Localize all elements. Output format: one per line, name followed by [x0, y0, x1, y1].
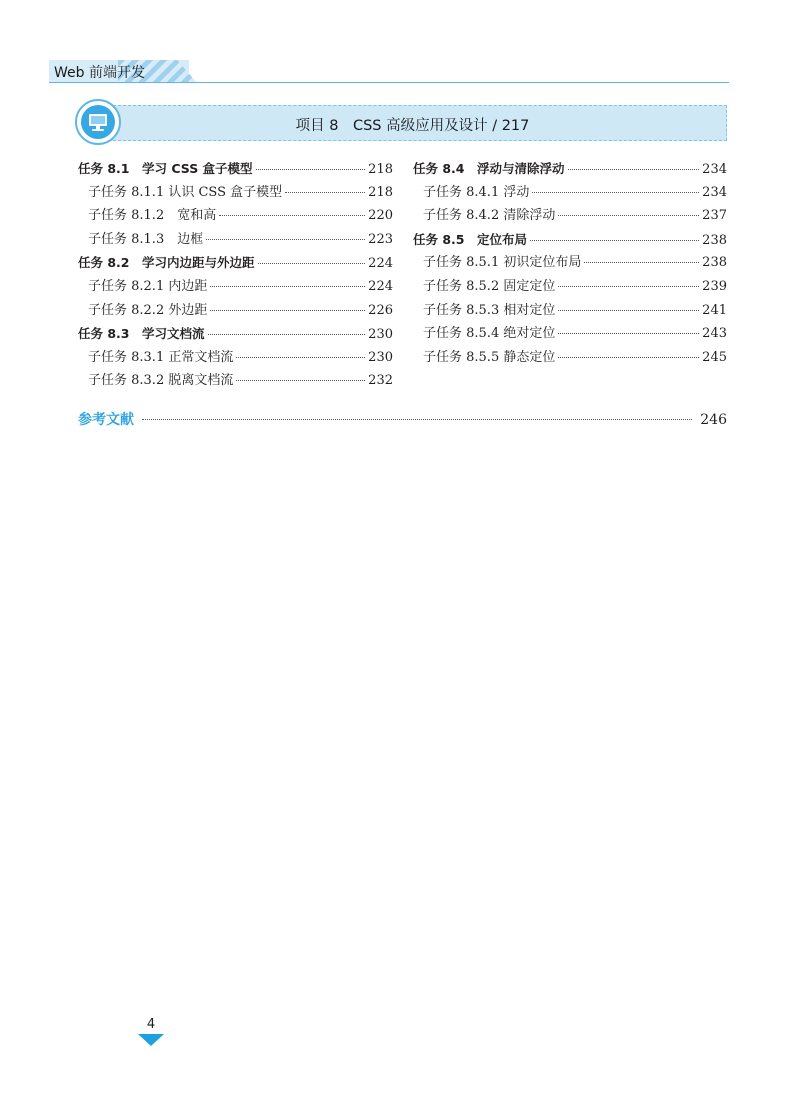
dot-leader	[210, 286, 365, 287]
toc-entry-label: 子任务 8.4.2 清除浮动	[423, 208, 556, 224]
toc-entry-page: 218	[368, 162, 393, 177]
dot-leader	[258, 263, 366, 264]
toc-subtask-entry[interactable]	[423, 205, 727, 227]
toc-entry-page: 241	[702, 302, 727, 318]
computer-icon	[75, 99, 121, 145]
toc-subtask-entry[interactable]	[423, 276, 727, 298]
toc-subtask-entry[interactable]	[423, 182, 727, 204]
toc-entry-label: 子任务 8.5.3 相对定位	[423, 302, 556, 318]
toc-entry-page: 224	[368, 256, 393, 272]
toc-entry-label: 子任务 8.1.2 宽和高	[88, 208, 217, 224]
dot-leader	[568, 169, 700, 170]
toc-entry-label: 子任务 8.5.5 静态定位	[423, 349, 556, 365]
toc-subtask-entry[interactable]	[423, 300, 727, 322]
dot-leader	[584, 262, 699, 263]
toc-entry-page: 230	[368, 349, 393, 365]
toc-subtask-entry[interactable]	[88, 276, 393, 298]
toc-subtask-entry[interactable]	[88, 182, 393, 204]
toc-subtask-entry[interactable]	[423, 347, 727, 369]
toc-entry-label: 子任务 8.5.1 初识定位布局	[423, 255, 582, 271]
toc-task-entry[interactable]	[78, 323, 393, 345]
toc-subtask-entry[interactable]	[88, 347, 393, 369]
toc-entry-label: 子任务 8.2.1 内边距	[88, 279, 208, 294]
toc-entry-label: 任务 8.1 学习 CSS 盒子模型	[78, 161, 253, 176]
toc-entry-page: 223	[368, 231, 393, 247]
dot-leader	[558, 357, 699, 358]
toc-entry-label: 子任务 8.4.1 浮动	[423, 184, 530, 200]
toc-subtask-entry[interactable]	[88, 300, 393, 322]
dot-leader	[558, 215, 699, 216]
references-page: 246	[700, 412, 727, 428]
toc-entry-label: 子任务 8.5.4 绝对定位	[423, 326, 556, 342]
toc-entry-page: 224	[368, 279, 393, 294]
dot-leader	[236, 380, 365, 381]
toc-entry-page: 226	[368, 302, 393, 318]
toc-entry-page: 237	[702, 208, 727, 224]
dot-leader	[558, 286, 699, 287]
toc-entry-label: 子任务 8.3.2 脱离文档流	[88, 373, 234, 389]
dot-leader	[208, 334, 366, 335]
toc-entry-page: 234	[702, 184, 727, 200]
toc-entry-label: 子任务 8.1.3 边框	[88, 231, 204, 247]
toc-entry-page: 230	[368, 327, 393, 343]
toc-entry-page: 220	[368, 208, 393, 224]
dot-leader	[236, 357, 365, 358]
toc-entry-page: 239	[702, 279, 727, 294]
dot-leader	[558, 333, 699, 334]
toc-subtask-entry[interactable]	[423, 323, 727, 345]
toc-task-entry[interactable]	[78, 252, 393, 274]
toc-entry-page: 238	[702, 255, 727, 271]
toc-entry-label: 子任务 8.5.2 固定定位	[423, 279, 556, 294]
dot-leader	[530, 240, 699, 241]
running-header	[0, 58, 800, 84]
toc-subtask-entry[interactable]	[423, 252, 727, 274]
dot-leader	[142, 419, 692, 420]
dot-leader	[219, 215, 365, 216]
references-entry[interactable]	[78, 409, 727, 433]
dot-leader	[210, 310, 365, 311]
toc-subtask-entry[interactable]	[88, 229, 393, 251]
toc-task-entry[interactable]	[78, 158, 393, 180]
toc-entry-page: 218	[368, 184, 393, 200]
toc-entry-page: 234	[702, 162, 727, 177]
chapter-title[interactable]: 项目 8 CSS 高级应用及设计 / 217	[295, 118, 530, 134]
chapter-banner	[98, 105, 727, 141]
toc-entry-page: 232	[368, 373, 393, 389]
toc-entry-page: 238	[702, 232, 727, 248]
header-rule	[49, 82, 729, 83]
toc-entry-label: 子任务 8.3.1 正常文档流	[88, 349, 234, 365]
toc-entry-label: 子任务 8.1.1 认识 CSS 盒子模型	[88, 184, 283, 200]
toc-entry-label: 子任务 8.2.2 外边距	[88, 302, 208, 318]
toc-task-entry[interactable]	[413, 229, 727, 251]
toc-entry-label: 任务 8.3 学习文档流	[78, 326, 205, 342]
dot-leader	[532, 192, 699, 193]
dot-leader	[256, 169, 366, 170]
toc-entry-label: 任务 8.4 浮动与清除浮动	[413, 161, 565, 176]
toc-entry-label: 任务 8.5 定位布局	[413, 231, 527, 247]
references-label: 参考文献	[78, 412, 134, 428]
page-marker-triangle-icon	[138, 1034, 164, 1046]
header-title: Web 前端开发	[54, 65, 145, 81]
toc-subtask-entry[interactable]	[88, 370, 393, 392]
dot-leader	[285, 192, 365, 193]
toc-entry-page: 243	[702, 326, 727, 342]
toc-entry-label: 任务 8.2 学习内边距与外边距	[78, 255, 255, 271]
dot-leader	[206, 239, 365, 240]
toc-task-entry[interactable]	[413, 158, 727, 180]
dot-leader	[558, 310, 699, 311]
toc-entry-page: 245	[702, 349, 727, 365]
page-number: 4	[146, 1017, 156, 1032]
toc-subtask-entry[interactable]	[88, 205, 393, 227]
